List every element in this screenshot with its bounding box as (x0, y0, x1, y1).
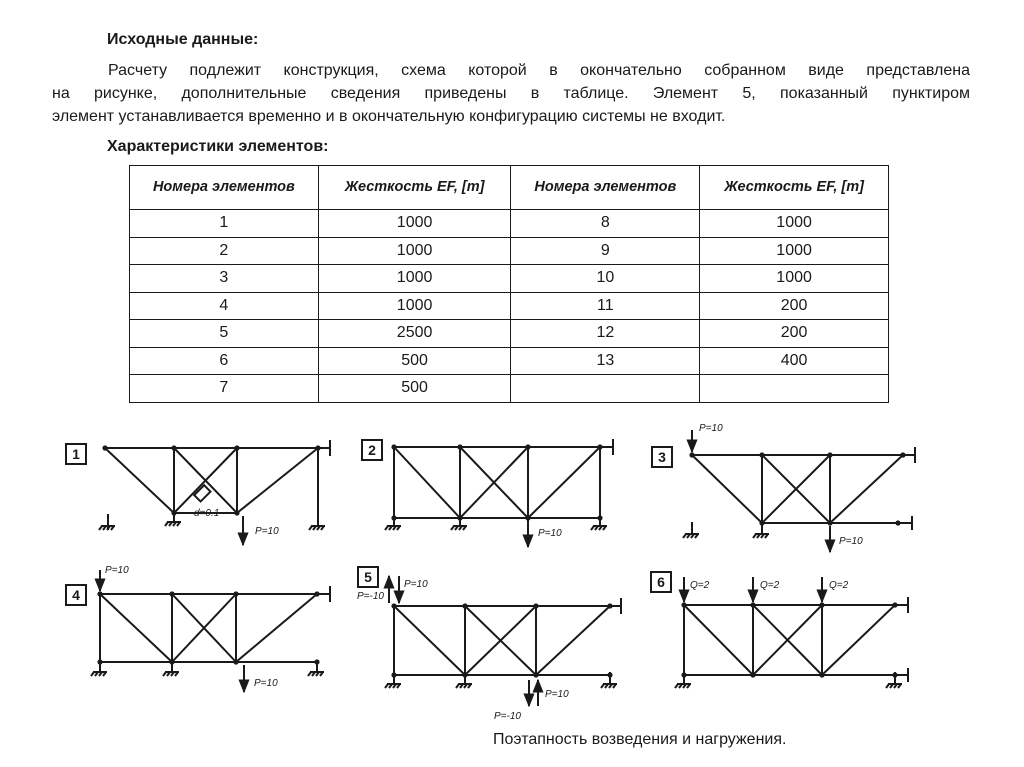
node-dot (171, 510, 176, 515)
table-cell: 1000 (318, 292, 511, 320)
node-dot (819, 672, 824, 677)
table-cell: 2 (130, 237, 319, 265)
node-dot (102, 445, 107, 450)
truss-diagram-2 (362, 439, 613, 547)
label-p4b: P=10 (254, 678, 278, 689)
node-dot (750, 602, 755, 607)
node-dot (391, 444, 396, 449)
node-dot (391, 672, 396, 677)
table-cell: 7 (130, 375, 319, 403)
node-dot (314, 591, 319, 596)
node-dot (169, 591, 174, 596)
table-cell: 6 (130, 347, 319, 375)
table-cell: 4 (130, 292, 319, 320)
label-p3b: P=10 (839, 536, 863, 547)
table-cell: 5 (130, 320, 319, 348)
table-cell: 10 (511, 265, 700, 293)
node-dot (895, 520, 900, 525)
node-dot (681, 672, 686, 677)
node-dot (391, 603, 396, 608)
heading-initial-data: Исходные данные: (107, 31, 259, 48)
label-p3a: P=10 (699, 423, 723, 434)
table-cell: 1000 (318, 265, 511, 293)
label-d1: d=0.1 (194, 508, 220, 519)
node-dot (525, 444, 530, 449)
table-cell: 200 (700, 320, 889, 348)
node-dot (533, 672, 538, 677)
diagram-number-2: 2 (368, 442, 376, 458)
diagram-number-3: 3 (658, 449, 666, 465)
label-p5b: P=-10 (357, 591, 384, 602)
paragraph-line-2: на рисунке, дополнительные сведения приведены в таблице. Элемент 5, показанный пунктиром (52, 85, 970, 102)
table-cell: 1000 (700, 237, 889, 265)
table-cell: 9 (511, 237, 700, 265)
node-dot (457, 444, 462, 449)
table-cell: 500 (318, 375, 511, 403)
table-cell: 11 (511, 292, 700, 320)
node-dot (819, 602, 824, 607)
table-cell: 1000 (700, 210, 889, 238)
node-dot (892, 602, 897, 607)
node-dot (97, 591, 102, 596)
table-cell: 8 (511, 210, 700, 238)
node-dot (607, 603, 612, 608)
table-cell: 1000 (318, 237, 511, 265)
node-dot (759, 520, 764, 525)
header-stiffness-1: Жесткость EF, [т] (318, 166, 511, 210)
heading-element-characteristics: Характеристики элементов: (107, 138, 329, 155)
node-dot (525, 515, 530, 520)
node-dot (315, 445, 320, 450)
paragraph-line-3: элемент устанавливается временно и в окончательную конфигурацию системы не входит. (52, 108, 726, 125)
support-icon (683, 522, 699, 538)
table-cell: 2500 (318, 320, 511, 348)
table-cell: 200 (700, 292, 889, 320)
displacement-insert-icon (194, 485, 210, 501)
label-p5a: P=10 (404, 579, 428, 590)
support-icon (309, 514, 325, 530)
table-cell: 1 (130, 210, 319, 238)
header-element-numbers-2: Номера элементов (511, 166, 700, 210)
node-dot (97, 659, 102, 664)
node-dot (597, 515, 602, 520)
label-p4a: P=10 (105, 565, 129, 576)
paragraph-line-1: Расчету подлежит конструкция, схема которой в окончательно собранном виде представлена (108, 62, 970, 79)
node-dot (827, 520, 832, 525)
node-dot (689, 452, 694, 457)
node-dot (314, 659, 319, 664)
label-q6b: Q=2 (760, 580, 780, 591)
table-cell: 3 (130, 265, 319, 293)
diagram-number-6: 6 (657, 574, 665, 590)
table-cell: 1000 (318, 210, 511, 238)
table-cell: 400 (700, 347, 889, 375)
table-cell: 1000 (700, 265, 889, 293)
node-dot (533, 603, 538, 608)
node-dot (233, 591, 238, 596)
figure-caption: Поэтапность возведения и нагружения. (493, 731, 787, 748)
truss-diagram-5 (358, 567, 621, 706)
label-p5c: P=10 (545, 689, 569, 700)
label-q6c: Q=2 (829, 580, 849, 591)
node-dot (750, 672, 755, 677)
table-cell: 500 (318, 347, 511, 375)
label-p1: P=10 (255, 526, 279, 537)
diagram-number-1: 1 (72, 446, 80, 462)
header-element-numbers-1: Номера элементов (130, 166, 319, 210)
table-cell: 12 (511, 320, 700, 348)
node-dot (892, 672, 897, 677)
node-dot (234, 445, 239, 450)
node-dot (171, 445, 176, 450)
node-dot (462, 603, 467, 608)
label-q6a: Q=2 (690, 580, 710, 591)
label-p2: P=10 (538, 528, 562, 539)
node-dot (234, 510, 239, 515)
header-stiffness-2: Жесткость EF, [т] (700, 166, 889, 210)
node-dot (233, 659, 238, 664)
node-dot (759, 452, 764, 457)
diagram-number-5: 5 (364, 569, 372, 585)
diagram-number-4: 4 (72, 587, 80, 603)
node-dot (462, 672, 467, 677)
truss-diagram-1 (66, 440, 330, 545)
node-dot (457, 515, 462, 520)
node-dot (391, 515, 396, 520)
node-dot (597, 444, 602, 449)
node-dot (827, 452, 832, 457)
node-dot (681, 602, 686, 607)
label-p5d: P=-10 (494, 711, 521, 722)
table-cell: 13 (511, 347, 700, 375)
node-dot (900, 452, 905, 457)
node-dot (169, 659, 174, 664)
node-dot (607, 672, 612, 677)
